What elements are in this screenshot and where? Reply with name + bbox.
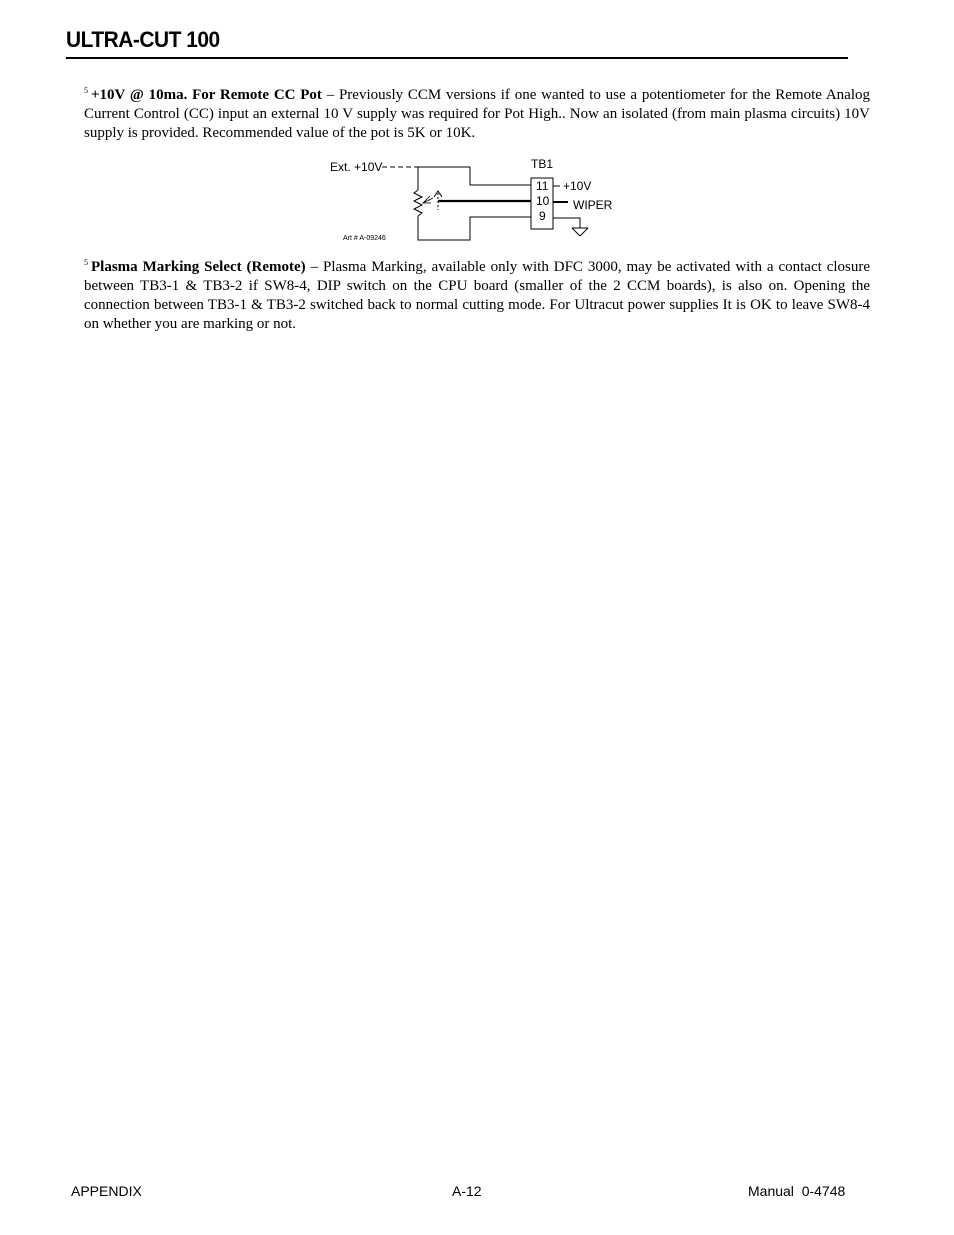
header-divider bbox=[66, 57, 848, 59]
art-number: Art # A-09246 bbox=[343, 235, 386, 242]
note-body: – Previously CCM versions if one wanted to use a potentiometer for the Remote Analog Current Control (CC) input an external 10 V supply was required for Pot High.. Now an isolated (from main plasma circuits) 10V supply is provided. Recommended value of the pot is 5K or 10K. bbox=[84, 87, 870, 141]
wiper-arrow-shaft bbox=[423, 198, 433, 203]
wire-top bbox=[418, 167, 531, 185]
wire-bottom bbox=[418, 216, 531, 240]
note-heading: +10V @ 10ma. For Remote CC Pot bbox=[91, 87, 322, 103]
tb1-pin-10: 10 bbox=[536, 194, 550, 208]
page-header-title: ULTRA-CUT 100 bbox=[66, 27, 220, 52]
note-heading: Plasma Marking Select (Remote) bbox=[91, 259, 306, 275]
note-plasma-marking bbox=[84, 253, 870, 334]
note-marker: 5 bbox=[84, 86, 88, 95]
note-remote-cc-pot bbox=[84, 81, 870, 143]
pot-wiring-diagram bbox=[320, 152, 620, 246]
tb1-pin-11: 11 bbox=[536, 179, 549, 193]
potentiometer-resistor bbox=[414, 190, 422, 216]
note-body: – Plasma Marking, available only with DFC 3000, may be activated with a contact closure between TB3-1 & TB3-2 if SW8-4, DIP switch on the CPU board (smaller of the 2 CCM boards), is also on. Opening the connection between TB3-1 & TB3-2 switched back to normal cutting mode. For Ultracut power supplies It is OK to leave SW8-4 on whether you are marking or not. bbox=[84, 259, 871, 332]
tb1-label: TB1 bbox=[531, 157, 554, 171]
footer-page-number: A-12 bbox=[452, 1183, 482, 1199]
footer-manual-number: Manual 0-4748 bbox=[748, 1183, 846, 1199]
note-marker: 5 bbox=[84, 258, 88, 267]
ext-10v-label: Ext. +10V bbox=[330, 160, 383, 174]
ground-lead bbox=[553, 218, 580, 228]
ground-icon bbox=[572, 228, 588, 236]
tb1-pin-9: 9 bbox=[539, 209, 546, 223]
footer-section: APPENDIX bbox=[71, 1183, 142, 1199]
wiper-label: WIPER bbox=[573, 198, 613, 212]
plus10v-label: +10V bbox=[563, 179, 592, 193]
